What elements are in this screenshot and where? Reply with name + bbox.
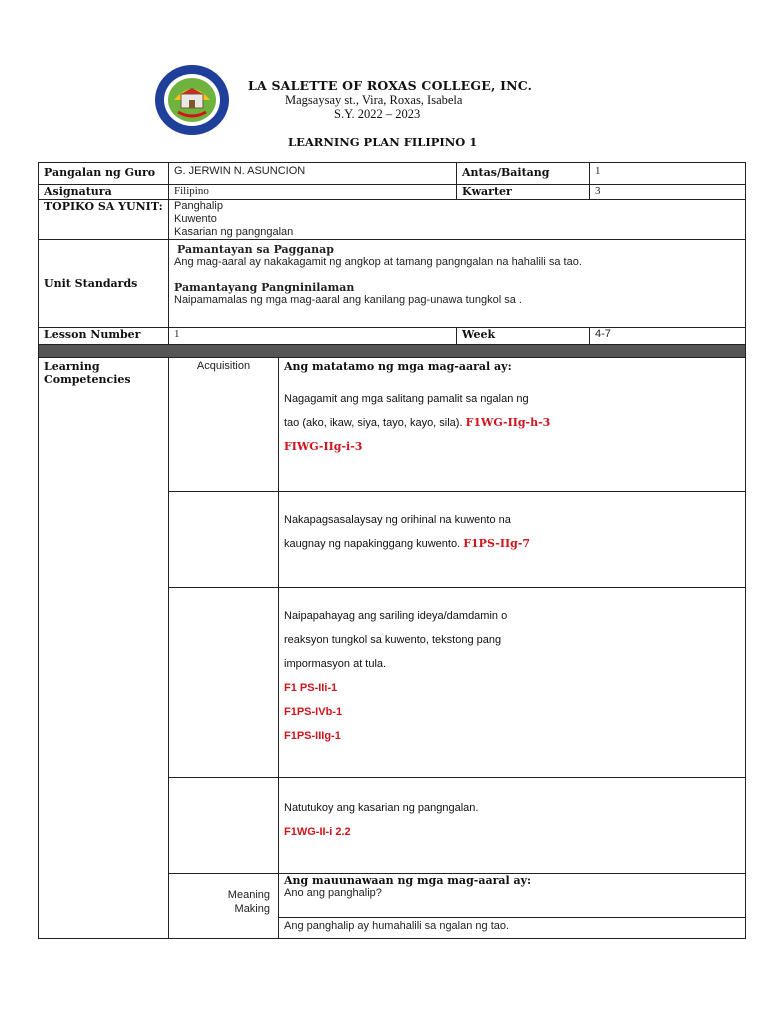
topic-item: Panghalip (174, 200, 223, 212)
competency-code: F1WG-IIg-h-3 (465, 416, 551, 429)
week-label: Week (457, 328, 590, 345)
quarter-value: 3 (590, 185, 746, 200)
acquisition-label: Acquisition (169, 358, 279, 492)
school-seal-logo (154, 64, 230, 136)
competencies-label: Learning Competencies (39, 358, 169, 939)
section-divider (39, 345, 746, 358)
lesson-label: Lesson Number (39, 328, 169, 345)
school-name: LA SALETTE OF ROXAS COLLEGE, INC. (248, 78, 533, 93)
subject-label: Asignatura (39, 185, 169, 200)
competency-1-line-1: Nagagamit ang mga salitang pamalit sa ngalan ng (284, 393, 529, 405)
teacher-row (39, 163, 746, 185)
competency-3-line-3: impormasyon at tula. (284, 658, 387, 670)
competency-code: F1PS-IIIg-1 (284, 730, 341, 742)
acquisition-heading: Ang matatamo ng mga mag-aaral ay: (284, 360, 512, 373)
topic-label: TOPIKO SA YUNIT: (39, 200, 169, 240)
meaning-answer: Ang panghalip ay humahalili sa ngalan ng tao. (279, 918, 746, 939)
competency-3-line-2: reaksyon tungkol sa kuwento, tekstong pang (284, 634, 502, 646)
competency-2-line-1: Nakapagsasalaysay ng orihinal na kuwento na (284, 514, 511, 526)
standards-row (39, 240, 746, 328)
competency-1-line-3 (284, 435, 740, 459)
competency-row-1 (39, 358, 746, 492)
grade-label: Antas/Baitang (457, 163, 590, 185)
competency-code: F1WG-II-i 2.2 (284, 826, 351, 838)
competency-cell-1 (279, 358, 746, 492)
lesson-row (39, 328, 746, 345)
performance-standard-title: Pamantayan sa Pagganap (177, 243, 335, 256)
topic-item: Kuwento (174, 213, 217, 225)
competency-cell-4 (279, 778, 746, 874)
competency-code: F1PS-IVb-1 (284, 706, 343, 718)
quarter-label: Kwarter (457, 185, 590, 200)
meaning-cell (279, 874, 746, 918)
content-standard-title: Pamantayang Pangninilaman (174, 281, 355, 294)
topic-item: Kasarian ng pangngalan (174, 226, 294, 238)
performance-standard-text: Ang mag-aaral ay nakakagamit ng angkop at tamang pangngalan na hahalili sa tao. (174, 256, 582, 268)
subject-value: Filipino (169, 185, 457, 200)
meaning-question: Ano ang panghalip? (284, 887, 382, 899)
teacher-label: Pangalan ng Guro (39, 163, 169, 185)
topic-row (39, 200, 746, 240)
competency-code: F1 PS-IIi-1 (284, 682, 338, 694)
lesson-value: 1 (169, 328, 457, 345)
plan-title: LEARNING PLAN FILIPINO 1 (288, 135, 478, 149)
standards-label: Unit Standards (39, 240, 169, 328)
meaning-making-label: Meaning Making (169, 874, 279, 939)
competency-1-line-2: tao (ako, ikaw, siya, tayo, kayo, sila). F1WG-IIg-h-3 (284, 416, 551, 429)
topic-values (169, 200, 746, 240)
teacher-value: G. JERWIN N. ASUNCION (169, 163, 457, 185)
subject-row (39, 185, 746, 200)
competency-2-line-2: kaugnay ng napakinggang kuwento. F1PS-IIg-7 (284, 537, 531, 550)
content-standard-text: Naipamamalas ng mga mag-aaral ang kanilang pag-unawa tungkol sa . (174, 294, 522, 306)
learning-plan-table (38, 162, 746, 939)
week-value: 4-7 (590, 328, 746, 345)
standards-values (169, 240, 746, 328)
competency-3-line-1: Naipapahayag ang sariling ideya/damdamin o (284, 610, 508, 622)
school-address: Magsaysay st., Vira, Roxas, Isabela (285, 93, 463, 107)
school-year: S.Y. 2022 – 2023 (334, 107, 421, 121)
competency-cell-3 (279, 588, 746, 778)
competency-code: FIWG-IIg-i-3 (284, 440, 363, 453)
meaning-heading: Ang mauunawaan ng mga mag-aaral ay: (284, 874, 532, 887)
document-header (0, 0, 768, 160)
competency-cell-2 (279, 492, 746, 588)
grade-value: 1 (590, 163, 746, 185)
competency-4-line-1: Natutukoy ang kasarian ng pangngalan. (284, 802, 479, 814)
competency-code: F1PS-IIg-7 (463, 537, 531, 550)
